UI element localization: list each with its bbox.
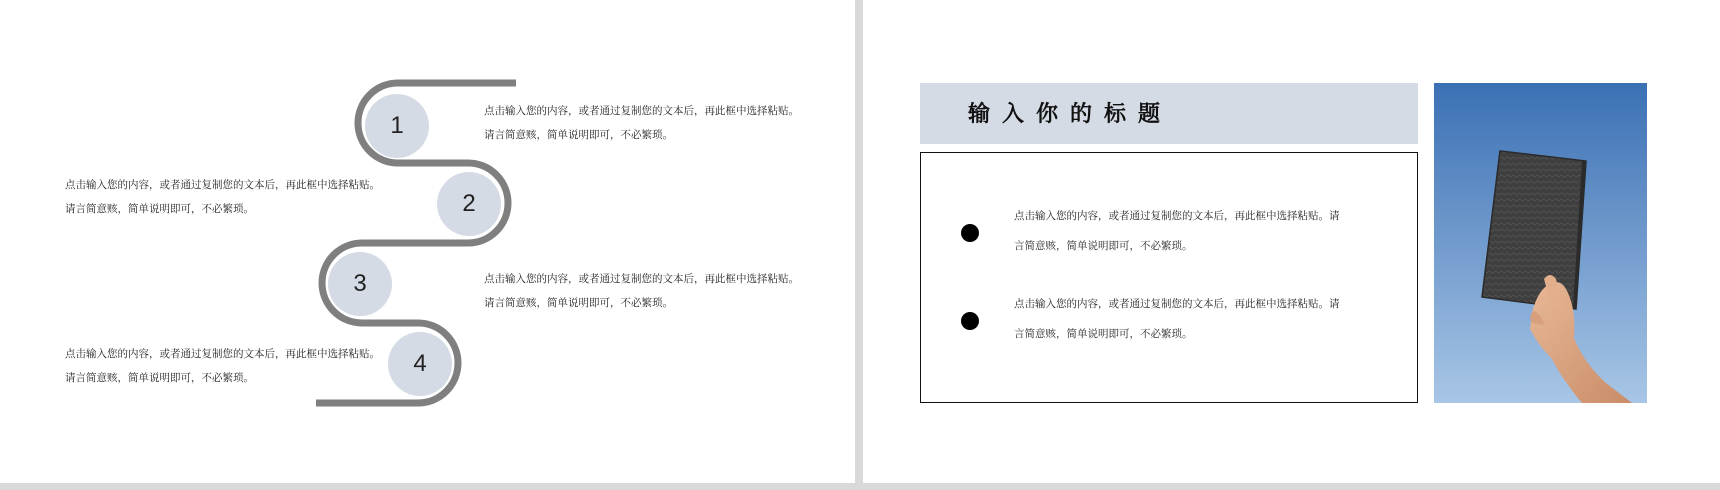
step-1-line-1: 点击输入您的内容，或者通过复制您的文本后，再此框中选择粘贴。 xyxy=(484,105,799,117)
title-bar xyxy=(920,83,1418,144)
bullet-dot-icon xyxy=(961,224,979,242)
photo-illustration xyxy=(1434,83,1647,403)
step-4-text[interactable] xyxy=(65,342,380,390)
s-curve-path xyxy=(0,0,855,483)
step-4-line-1: 点击输入您的内容，或者通过复制您的文本后，再此框中选择粘贴。 xyxy=(65,348,380,360)
step-1-text[interactable] xyxy=(484,99,799,147)
step-number-4: 4 xyxy=(388,332,452,396)
hand-holding-book-photo xyxy=(1434,83,1647,403)
step-3-text[interactable] xyxy=(484,267,799,315)
step-2-text[interactable] xyxy=(65,173,380,221)
step-2-line-1: 点击输入您的内容，或者通过复制您的文本后，再此框中选择粘贴。 xyxy=(65,179,380,191)
slide-right[interactable] xyxy=(863,0,1720,483)
content-box xyxy=(920,152,1418,403)
step-1-line-2: 请言简意赅，简单说明即可，不必繁琐。 xyxy=(484,129,673,141)
bullet-dot-icon xyxy=(961,312,979,330)
slide-left[interactable] xyxy=(0,0,855,483)
step-3-line-2: 请言简意赅，简单说明即可，不必繁琐。 xyxy=(484,297,673,309)
step-number-1: 1 xyxy=(365,94,429,158)
bullet-2-text[interactable]: 点击输入您的内容，或者通过复制您的文本后，再此框中选择粘贴。请言简意赅，简单说明即可，不必繁琐。 xyxy=(1014,298,1340,340)
step-number-3: 3 xyxy=(328,252,392,316)
bullet-1-text[interactable]: 点击输入您的内容，或者通过复制您的文本后，再此框中选择粘贴。请言简意赅，简单说明即可，不必繁琐。 xyxy=(1014,210,1340,252)
slide-title[interactable]: 输入你的标题 xyxy=(968,101,1173,126)
step-4-line-2: 请言简意赅，简单说明即可，不必繁琐。 xyxy=(65,372,254,384)
step-3-line-1: 点击输入您的内容，或者通过复制您的文本后，再此框中选择粘贴。 xyxy=(484,273,799,285)
step-number-2: 2 xyxy=(437,172,501,236)
step-2-line-2: 请言简意赅，简单说明即可，不必繁琐。 xyxy=(65,203,254,215)
